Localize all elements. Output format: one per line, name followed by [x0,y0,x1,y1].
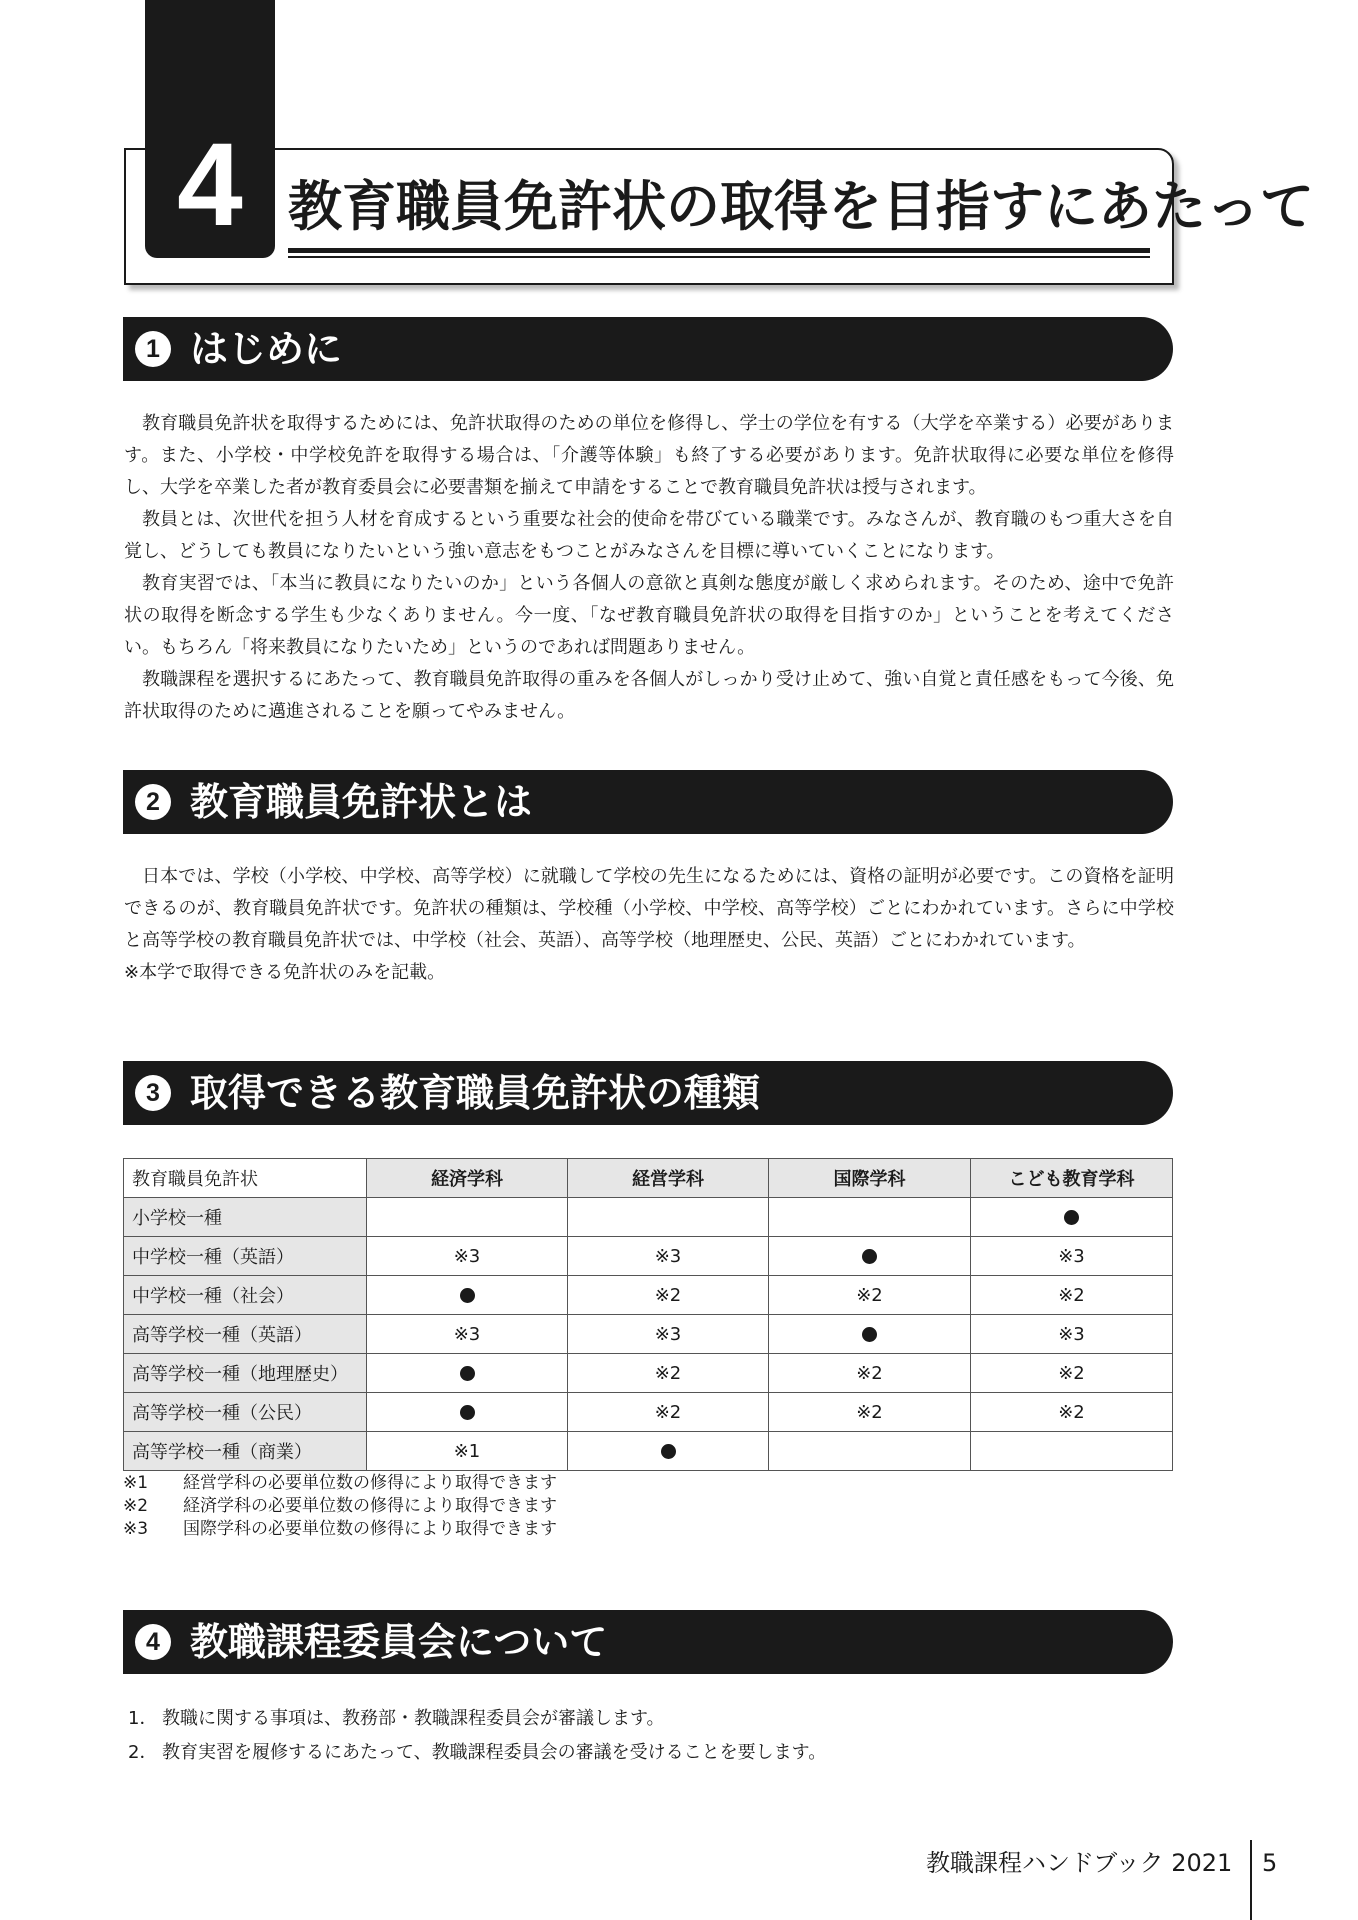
table-row [124,1276,1173,1315]
table-cell [769,1315,971,1354]
available-mark-icon [460,1366,475,1381]
row-header: 中学校一種（英語） [124,1237,367,1276]
paragraph: 教育実習では、「本当に教員になりたいのか」という各個人の意欲と真剣な態度が厳しく求められます。そのため、途中で免許状の取得を断念する学生も少なくありません。今一度、「なぜ教育職員免許状の取得を目指すのか」ということを考えてください。もちろん「将来教員になりたいため」というのであれば問題ありません。 [124,573,1174,658]
footnote-text: 国際学科の必要単位数の修得により取得できます [183,1519,557,1539]
paragraph: 教職課程を選択するにあたって、教育職員免許取得の重みを各個人がしっかり受け止めて、強い自覚と責任感をもって今後、免許状取得のために邁進されることを願ってやみません。 [124,669,1174,722]
list-item-number: 2． [128,1742,158,1763]
list-item-number: 1． [128,1708,158,1729]
section-title: 教職課程委員会について [190,1620,608,1664]
table-cell [367,1198,568,1237]
table-cell [971,1198,1173,1237]
table-cell: ※3 [568,1315,769,1354]
table-cell: ※2 [971,1354,1173,1393]
chapter-title-underline-thin [288,256,1150,258]
table-cell: ※3 [971,1237,1173,1276]
table-cell [769,1237,971,1276]
footnote [123,1518,557,1541]
available-mark-icon [460,1405,475,1420]
committee-list [124,1702,826,1770]
section-title: 取得できる教育職員免許状の種類 [190,1071,761,1115]
table-cell [769,1432,971,1471]
table-header-row [124,1159,1173,1198]
table-cell: ※2 [971,1393,1173,1432]
row-header: 小学校一種 [124,1198,367,1237]
section-number-badge: 3 [135,1075,171,1111]
section-heading-3 [123,1061,1173,1125]
table-row [124,1393,1173,1432]
section-2-body [124,861,1174,989]
table-cell: ※2 [971,1276,1173,1315]
table-cell [769,1198,971,1237]
available-mark-icon [1064,1210,1079,1225]
list-item [124,1736,826,1770]
section-heading-2 [123,770,1173,834]
table-cell [568,1432,769,1471]
table-row [124,1237,1173,1276]
list-item-text: 教職に関する事項は、教務部・教職課程委員会が審議します。 [162,1708,665,1729]
section-number-badge: 2 [135,784,171,820]
table-cell [367,1276,568,1315]
table-cell [568,1198,769,1237]
available-mark-icon [661,1444,676,1459]
table-cell [367,1393,568,1432]
section-number-badge: 1 [135,331,171,367]
footnote-mark: ※1 [123,1473,149,1493]
chapter-number: 4 [177,119,243,251]
table-corner-header: 教育職員免許状 [124,1159,367,1198]
paragraph: 日本では、学校（小学校、中学校、高等学校）に就職して学校の先生になるためには、資格の証明が必要です。この資格を証明できるのが、教育職員免許状です。免許状の種類は、学校種（小学校、中学校、高等学校）ごとにわかれています。さらに中学校と高等学校の教育職員免許状では、中学校（社会、英語）、高等学校（地理歴史、公民、英語）ごとにわかれています。 [124,866,1174,951]
table-cell [367,1354,568,1393]
column-header: こども教育学科 [971,1159,1173,1198]
paragraph: 教育職員免許状を取得するためには、免許状取得のための単位を修得し、学士の学位を有する（大学を卒業する）必要があります。また、小学校・中学校免許を取得する場合は、「介護等体験」も終了する必要があります。免許状取得に必要な単位を修得し、大学を卒業した者が教育委員会に必要書類を揃えて申請をすることで教育職員免許状は授与されます。 [124,413,1174,498]
section-1-body [124,408,1174,728]
footnote [123,1495,557,1518]
table-row [124,1354,1173,1393]
table-footnotes [123,1472,557,1541]
row-header: 高等学校一種（商業） [124,1432,367,1471]
table-cell: ※3 [568,1237,769,1276]
section-title: 教育職員免許状とは [190,780,533,824]
table-cell: ※2 [568,1276,769,1315]
table-row [124,1198,1173,1237]
section-title: はじめに [190,327,343,371]
footnote-text: 経営学科の必要単位数の修得により取得できます [183,1473,557,1493]
section-heading-4 [123,1610,1173,1674]
page-number: 5 [1262,1849,1278,1877]
table-cell: ※2 [769,1393,971,1432]
column-header: 国際学科 [769,1159,971,1198]
row-header: 高等学校一種（地理歴史） [124,1354,367,1393]
table-cell: ※2 [568,1393,769,1432]
table-cell: ※2 [769,1354,971,1393]
footnote-text: 経済学科の必要単位数の修得により取得できます [183,1496,557,1516]
chapter-title-underline [288,248,1150,253]
list-item-text: 教育実習を履修するにあたって、教職課程委員会の審議を受けることを要します。 [162,1742,827,1763]
table-cell: ※3 [367,1315,568,1354]
table-cell: ※2 [568,1354,769,1393]
table-row [124,1432,1173,1471]
available-mark-icon [862,1249,877,1264]
row-header: 高等学校一種（英語） [124,1315,367,1354]
list-item [124,1702,826,1736]
footer-divider [1250,1840,1252,1920]
section-heading-1 [123,317,1173,381]
footnote-mark: ※3 [123,1519,149,1539]
footer-handbook-title: 教職課程ハンドブック 2021 [926,1849,1233,1877]
table-cell: ※3 [367,1237,568,1276]
paragraph: 教員とは、次世代を担う人材を育成するという重要な社会的使命を帯びている職業です。みなさんが、教育職のもつ重大さを自覚し、どうしても教員になりたいという強い意志をもつことがみなさんを目標に導いていくことになります。 [124,509,1174,562]
table-cell: ※2 [769,1276,971,1315]
available-mark-icon [862,1327,877,1342]
table-cell: ※1 [367,1432,568,1471]
column-header: 経済学科 [367,1159,568,1198]
column-header: 経営学科 [568,1159,769,1198]
footnote [123,1472,557,1495]
license-table [123,1158,1173,1471]
table-cell [971,1432,1173,1471]
section-number-badge: 4 [135,1624,171,1660]
row-header: 中学校一種（社会） [124,1276,367,1315]
chapter-title: 教育職員免許状の取得を目指すにあたって [288,175,1314,238]
footnote-mark: ※2 [123,1496,149,1516]
row-header: 高等学校一種（公民） [124,1393,367,1432]
table-cell: ※3 [971,1315,1173,1354]
section-2-note: ※本学で取得できる免許状のみを記載。 [124,962,446,983]
table-row [124,1315,1173,1354]
available-mark-icon [460,1288,475,1303]
